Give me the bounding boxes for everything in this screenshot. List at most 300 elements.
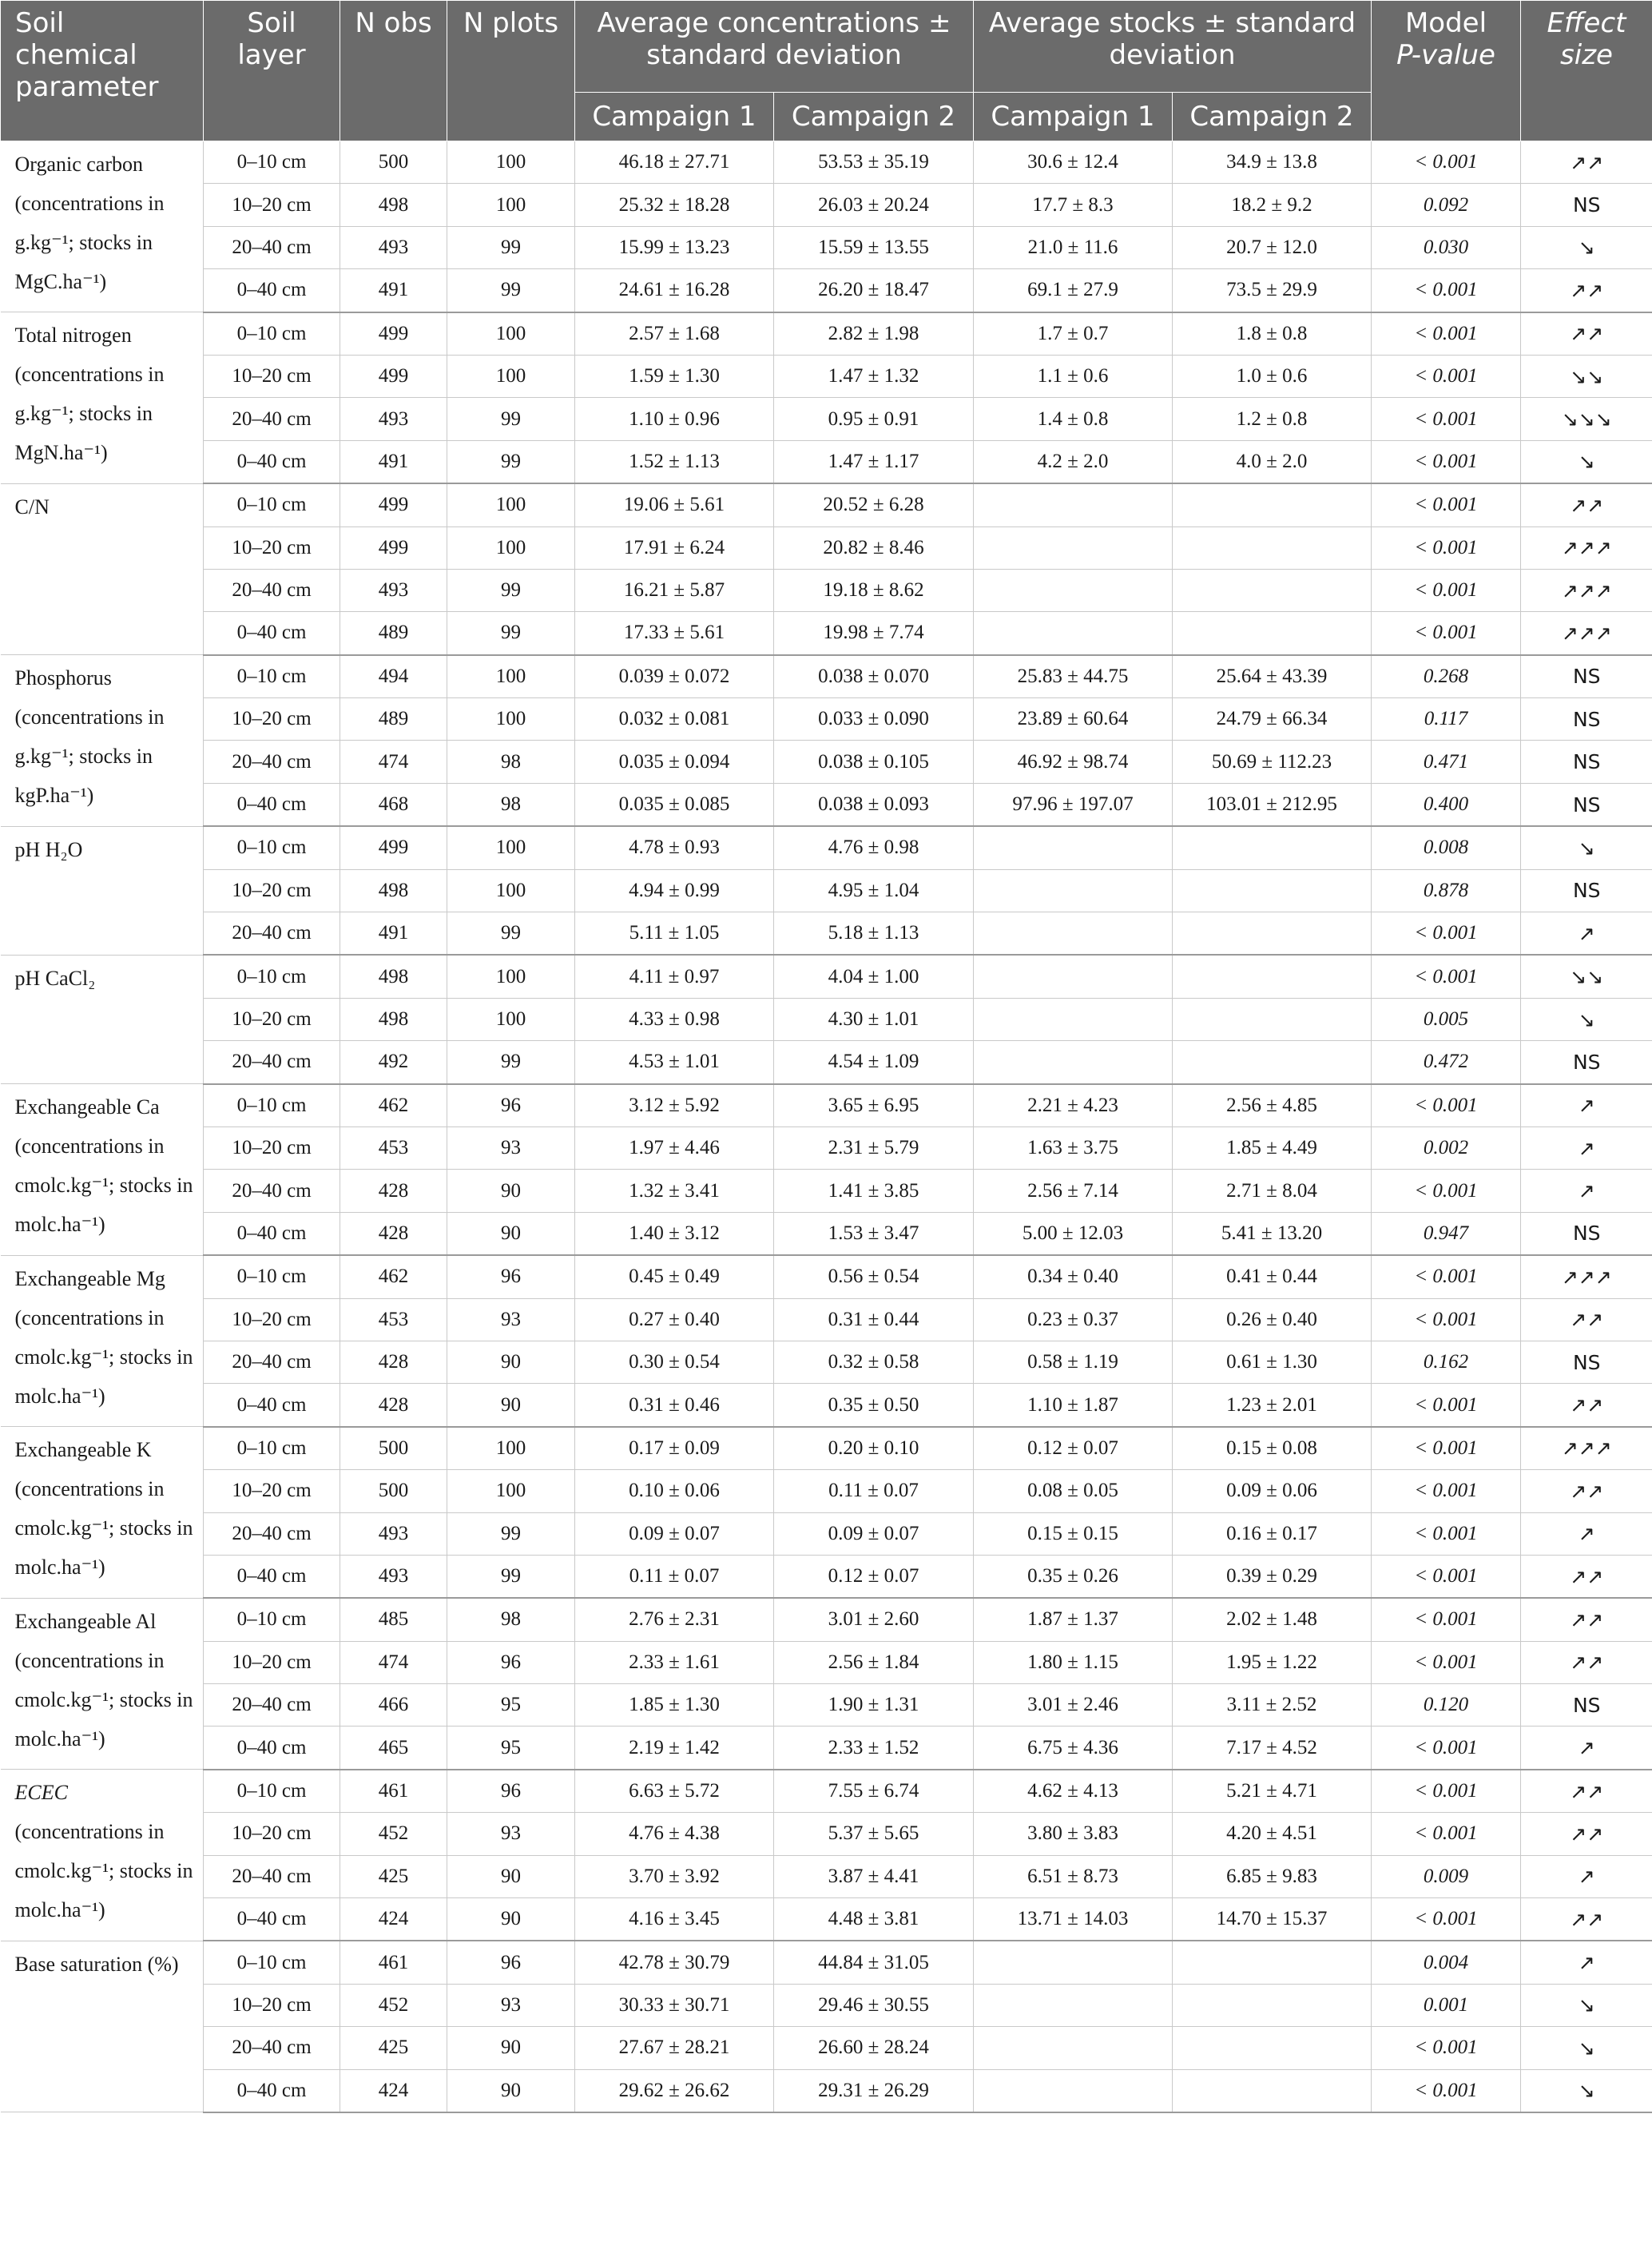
- stock-campaign-2-cell: 5.21 ± 4.71: [1173, 1770, 1372, 1813]
- table-row: [1, 869, 1652, 912]
- n-obs-cell: 452: [340, 1984, 447, 2026]
- p-value-cell: < 0.001: [1372, 569, 1521, 611]
- soil-layer-cell: 0–40 cm: [204, 783, 340, 826]
- effect-size-cell: ↗↗: [1521, 1813, 1652, 1855]
- stock-campaign-2-cell: 2.56 ± 4.85: [1173, 1084, 1372, 1127]
- table-row: [1, 1255, 1652, 1298]
- n-plots-cell: 98: [447, 741, 575, 783]
- concentration-campaign-2-cell: 20.52 ± 6.28: [774, 483, 974, 527]
- p-value-cell: < 0.001: [1372, 1813, 1521, 1855]
- effect-size-cell: ↗: [1521, 912, 1652, 956]
- stock-campaign-1-cell: [974, 612, 1173, 655]
- stock-campaign-1-cell: 1.87 ± 1.37: [974, 1598, 1173, 1641]
- table-row: [1, 1470, 1652, 1512]
- effect-size-cell: ↗↗: [1521, 1555, 1652, 1598]
- stock-campaign-1-cell: [974, 483, 1173, 527]
- stock-campaign-1-cell: [974, 1941, 1173, 1984]
- table-row: [1, 2069, 1652, 2112]
- stock-campaign-1-cell: 6.51 ± 8.73: [974, 1855, 1173, 1897]
- parameter-name: Exchangeable Mg (concentrations in cmolc.kg⁻¹; stocks in molc.ha⁻¹): [14, 1266, 193, 1408]
- table-row: [1, 955, 1652, 998]
- p-value-cell: < 0.001: [1372, 1084, 1521, 1127]
- table-row: [1, 998, 1652, 1040]
- n-plots-cell: 96: [447, 1641, 575, 1683]
- n-plots-cell: 93: [447, 1813, 575, 1855]
- n-obs-cell: 499: [340, 826, 447, 869]
- effect-size-cell: ↗↗↗: [1521, 1255, 1652, 1298]
- n-plots-cell: 90: [447, 1170, 575, 1212]
- stock-campaign-2-cell: 24.79 ± 66.34: [1173, 698, 1372, 741]
- concentration-campaign-2-cell: 29.46 ± 30.55: [774, 1984, 974, 2026]
- parameter-name-italic: ECEC: [14, 1781, 68, 1805]
- soil-parameter-cell: [1, 1084, 204, 1256]
- stock-campaign-1-cell: [974, 2069, 1173, 2112]
- p-value-cell: 0.004: [1372, 1941, 1521, 1984]
- concentration-campaign-2-cell: 0.09 ± 0.07: [774, 1512, 974, 1555]
- soil-layer-cell: 10–20 cm: [204, 1984, 340, 2026]
- stock-campaign-1-cell: [974, 955, 1173, 998]
- n-plots-cell: 99: [447, 1512, 575, 1555]
- stock-campaign-1-cell: 1.10 ± 1.87: [974, 1384, 1173, 1427]
- p-value-cell: 0.878: [1372, 869, 1521, 912]
- n-obs-cell: 461: [340, 1941, 447, 1984]
- header-stock-campaign-2: Campaign 2: [1173, 93, 1372, 141]
- concentration-campaign-2-cell: 1.47 ± 1.17: [774, 440, 974, 483]
- n-obs-cell: 428: [340, 1384, 447, 1427]
- header-stock-campaign-1: Campaign 1: [974, 93, 1173, 141]
- soil-layer-cell: 20–40 cm: [204, 741, 340, 783]
- stock-campaign-1-cell: 3.80 ± 3.83: [974, 1813, 1173, 1855]
- n-obs-cell: 474: [340, 1641, 447, 1683]
- stock-campaign-1-cell: 0.23 ± 0.37: [974, 1298, 1173, 1341]
- parameter-name: Total nitrogen (concentrations in g.kg⁻¹; stocks in MgN.ha⁻¹): [14, 324, 165, 465]
- soil-layer-cell: 0–40 cm: [204, 1212, 340, 1255]
- n-plots-cell: 100: [447, 141, 575, 184]
- p-value-cell: 0.117: [1372, 698, 1521, 741]
- soil-layer-cell: 0–10 cm: [204, 1084, 340, 1127]
- concentration-campaign-2-cell: 1.41 ± 3.85: [774, 1170, 974, 1212]
- concentration-campaign-1-cell: 1.97 ± 4.46: [575, 1127, 774, 1169]
- concentration-campaign-1-cell: 4.11 ± 0.97: [575, 955, 774, 998]
- n-plots-cell: 90: [447, 2069, 575, 2112]
- effect-size-cell: ↗↗: [1521, 1641, 1652, 1683]
- p-value-cell: < 0.001: [1372, 141, 1521, 184]
- stock-campaign-2-cell: 1.8 ± 0.8: [1173, 312, 1372, 356]
- n-obs-cell: 499: [340, 527, 447, 569]
- concentration-campaign-2-cell: 1.90 ± 1.31: [774, 1684, 974, 1727]
- n-plots-cell: 99: [447, 612, 575, 655]
- concentration-campaign-2-cell: 0.038 ± 0.093: [774, 783, 974, 826]
- concentration-campaign-1-cell: 0.035 ± 0.085: [575, 783, 774, 826]
- table-row: [1, 1555, 1652, 1598]
- stock-campaign-1-cell: 1.63 ± 3.75: [974, 1127, 1173, 1169]
- effect-size-cell: NS: [1521, 1684, 1652, 1727]
- concentration-campaign-1-cell: 16.21 ± 5.87: [575, 569, 774, 611]
- concentration-campaign-1-cell: 0.09 ± 0.07: [575, 1512, 774, 1555]
- concentration-campaign-2-cell: 2.82 ± 1.98: [774, 312, 974, 356]
- header-soil-layer: Soil layer: [204, 1, 340, 141]
- concentration-campaign-2-cell: 15.59 ± 13.55: [774, 226, 974, 268]
- n-plots-cell: 100: [447, 869, 575, 912]
- stock-campaign-1-cell: 2.21 ± 4.23: [974, 1084, 1173, 1127]
- concentration-campaign-1-cell: 4.94 ± 0.99: [575, 869, 774, 912]
- concentration-campaign-2-cell: 0.56 ± 0.54: [774, 1255, 974, 1298]
- soil-layer-cell: 20–40 cm: [204, 569, 340, 611]
- effect-size-cell: ↘: [1521, 2027, 1652, 2069]
- concentration-campaign-1-cell: 1.32 ± 3.41: [575, 1170, 774, 1212]
- concentration-campaign-1-cell: 1.52 ± 1.13: [575, 440, 774, 483]
- table-row: [1, 312, 1652, 356]
- n-obs-cell: 466: [340, 1684, 447, 1727]
- n-obs-cell: 428: [340, 1170, 447, 1212]
- stock-campaign-2-cell: [1173, 912, 1372, 956]
- n-obs-cell: 465: [340, 1727, 447, 1770]
- stock-campaign-2-cell: 34.9 ± 13.8: [1173, 141, 1372, 184]
- stock-campaign-1-cell: [974, 998, 1173, 1040]
- concentration-campaign-2-cell: 0.12 ± 0.07: [774, 1555, 974, 1598]
- stock-campaign-1-cell: 46.92 ± 98.74: [974, 741, 1173, 783]
- n-obs-cell: 498: [340, 955, 447, 998]
- concentration-campaign-1-cell: 46.18 ± 27.71: [575, 141, 774, 184]
- concentration-campaign-1-cell: 2.57 ± 1.68: [575, 312, 774, 356]
- p-value-cell: < 0.001: [1372, 1512, 1521, 1555]
- soil-layer-cell: 20–40 cm: [204, 1855, 340, 1897]
- stock-campaign-1-cell: 97.96 ± 197.07: [974, 783, 1173, 826]
- table-row: [1, 1212, 1652, 1255]
- n-plots-cell: 95: [447, 1727, 575, 1770]
- soil-layer-cell: 10–20 cm: [204, 998, 340, 1040]
- header-average-concentrations: Average concentrations ± standard deviation: [575, 1, 974, 93]
- concentration-campaign-2-cell: 2.56 ± 1.84: [774, 1641, 974, 1683]
- concentration-campaign-2-cell: 0.038 ± 0.105: [774, 741, 974, 783]
- n-obs-cell: 493: [340, 569, 447, 611]
- effect-size-cell: ↘↘: [1521, 955, 1652, 998]
- stock-campaign-1-cell: 1.7 ± 0.7: [974, 312, 1173, 356]
- soil-layer-cell: 10–20 cm: [204, 527, 340, 569]
- soil-layer-cell: 0–10 cm: [204, 1770, 340, 1813]
- n-plots-cell: 100: [447, 355, 575, 397]
- effect-size-cell: ↘↘↘: [1521, 398, 1652, 440]
- n-plots-cell: 90: [447, 1212, 575, 1255]
- p-value-cell: < 0.001: [1372, 2069, 1521, 2112]
- n-plots-cell: 100: [447, 826, 575, 869]
- concentration-campaign-1-cell: 0.17 ± 0.09: [575, 1427, 774, 1470]
- table-row: [1, 355, 1652, 397]
- n-plots-cell: 100: [447, 998, 575, 1040]
- concentration-campaign-1-cell: 0.035 ± 0.094: [575, 741, 774, 783]
- table-row: [1, 1298, 1652, 1341]
- n-plots-cell: 98: [447, 783, 575, 826]
- table-body: [1, 141, 1652, 2112]
- n-plots-cell: 96: [447, 1255, 575, 1298]
- table-header: [1, 1, 1652, 141]
- table-row: [1, 527, 1652, 569]
- concentration-campaign-2-cell: 19.18 ± 8.62: [774, 569, 974, 611]
- effect-size-cell: ↗: [1521, 1727, 1652, 1770]
- concentration-campaign-1-cell: 27.67 ± 28.21: [575, 2027, 774, 2069]
- concentration-campaign-2-cell: 1.53 ± 3.47: [774, 1212, 974, 1255]
- stock-campaign-2-cell: 14.70 ± 15.37: [1173, 1898, 1372, 1941]
- concentration-campaign-1-cell: 5.11 ± 1.05: [575, 912, 774, 956]
- table-row: [1, 1427, 1652, 1470]
- effect-size-cell: NS: [1521, 1212, 1652, 1255]
- soil-layer-cell: 0–40 cm: [204, 1727, 340, 1770]
- n-obs-cell: 493: [340, 1555, 447, 1598]
- p-value-cell: < 0.001: [1372, 1298, 1521, 1341]
- effect-size-cell: NS: [1521, 698, 1652, 741]
- stock-campaign-1-cell: 30.6 ± 12.4: [974, 141, 1173, 184]
- table-row: [1, 1813, 1652, 1855]
- n-plots-cell: 90: [447, 1341, 575, 1383]
- table-row: [1, 1041, 1652, 1084]
- table-row: [1, 826, 1652, 869]
- n-obs-cell: 498: [340, 998, 447, 1040]
- concentration-campaign-1-cell: 6.63 ± 5.72: [575, 1770, 774, 1813]
- n-plots-cell: 90: [447, 1384, 575, 1427]
- stock-campaign-2-cell: [1173, 2027, 1372, 2069]
- stock-campaign-1-cell: [974, 569, 1173, 611]
- concentration-campaign-1-cell: 0.032 ± 0.081: [575, 698, 774, 741]
- soil-layer-cell: 10–20 cm: [204, 184, 340, 226]
- soil-layer-cell: 0–40 cm: [204, 269, 340, 312]
- n-obs-cell: 489: [340, 698, 447, 741]
- p-value-cell: < 0.001: [1372, 1598, 1521, 1641]
- effect-size-cell: NS: [1521, 783, 1652, 826]
- concentration-campaign-1-cell: 4.78 ± 0.93: [575, 826, 774, 869]
- soil-layer-cell: 0–10 cm: [204, 955, 340, 998]
- table-row: [1, 1341, 1652, 1383]
- soil-parameter-cell: [1, 1255, 204, 1427]
- stock-campaign-2-cell: [1173, 1041, 1372, 1084]
- stock-campaign-2-cell: 0.61 ± 1.30: [1173, 1341, 1372, 1383]
- effect-size-cell: ↘: [1521, 226, 1652, 268]
- n-obs-cell: 494: [340, 655, 447, 698]
- header-model-word: Model: [1404, 7, 1487, 39]
- p-value-cell: 0.268: [1372, 655, 1521, 698]
- stock-campaign-1-cell: 0.58 ± 1.19: [974, 1341, 1173, 1383]
- stock-campaign-2-cell: 4.0 ± 2.0: [1173, 440, 1372, 483]
- stock-campaign-2-cell: 18.2 ± 9.2: [1173, 184, 1372, 226]
- soil-layer-cell: 0–40 cm: [204, 1555, 340, 1598]
- n-plots-cell: 90: [447, 2027, 575, 2069]
- header-conc-campaign-2: Campaign 2: [774, 93, 974, 141]
- stock-campaign-2-cell: [1173, 1941, 1372, 1984]
- n-plots-cell: 99: [447, 269, 575, 312]
- soil-layer-cell: 0–10 cm: [204, 1941, 340, 1984]
- table-row: [1, 1384, 1652, 1427]
- soil-layer-cell: 10–20 cm: [204, 1127, 340, 1169]
- stock-campaign-2-cell: 1.95 ± 1.22: [1173, 1641, 1372, 1683]
- soil-parameter-cell: [1, 483, 204, 655]
- stock-campaign-1-cell: 6.75 ± 4.36: [974, 1727, 1173, 1770]
- stock-campaign-1-cell: 4.2 ± 2.0: [974, 440, 1173, 483]
- n-plots-cell: 100: [447, 955, 575, 998]
- concentration-campaign-1-cell: 0.45 ± 0.49: [575, 1255, 774, 1298]
- p-value-cell: < 0.001: [1372, 2027, 1521, 2069]
- n-plots-cell: 93: [447, 1984, 575, 2026]
- n-plots-cell: 93: [447, 1127, 575, 1169]
- effect-size-cell: ↘: [1521, 998, 1652, 1040]
- soil-layer-cell: 20–40 cm: [204, 1341, 340, 1383]
- effect-size-cell: ↗: [1521, 1855, 1652, 1897]
- stock-campaign-2-cell: [1173, 483, 1372, 527]
- soil-layer-cell: 20–40 cm: [204, 1041, 340, 1084]
- effect-size-cell: NS: [1521, 741, 1652, 783]
- effect-size-cell: ↗: [1521, 1084, 1652, 1127]
- n-plots-cell: 90: [447, 1898, 575, 1941]
- soil-parameter-cell: [1, 826, 204, 955]
- n-plots-cell: 93: [447, 1298, 575, 1341]
- stock-campaign-2-cell: 73.5 ± 29.9: [1173, 269, 1372, 312]
- n-obs-cell: 474: [340, 741, 447, 783]
- n-obs-cell: 425: [340, 2027, 447, 2069]
- n-obs-cell: 499: [340, 312, 447, 356]
- p-value-cell: 0.947: [1372, 1212, 1521, 1255]
- table-row: [1, 1727, 1652, 1770]
- concentration-campaign-1-cell: 29.62 ± 26.62: [575, 2069, 774, 2112]
- n-plots-cell: 99: [447, 226, 575, 268]
- stock-campaign-2-cell: 2.71 ± 8.04: [1173, 1170, 1372, 1212]
- table-row: [1, 1084, 1652, 1127]
- n-plots-cell: 96: [447, 1770, 575, 1813]
- soil-layer-cell: 0–10 cm: [204, 1427, 340, 1470]
- soil-layer-cell: 20–40 cm: [204, 398, 340, 440]
- stock-campaign-1-cell: 0.35 ± 0.26: [974, 1555, 1173, 1598]
- soil-layer-cell: 0–10 cm: [204, 1255, 340, 1298]
- n-obs-cell: 492: [340, 1041, 447, 1084]
- stock-campaign-1-cell: 2.56 ± 7.14: [974, 1170, 1173, 1212]
- effect-size-cell: ↗↗: [1521, 269, 1652, 312]
- table-row: [1, 569, 1652, 611]
- p-value-cell: < 0.001: [1372, 527, 1521, 569]
- p-value-cell: < 0.001: [1372, 312, 1521, 356]
- concentration-campaign-2-cell: 0.11 ± 0.07: [774, 1470, 974, 1512]
- n-plots-cell: 100: [447, 184, 575, 226]
- effect-size-cell: NS: [1521, 1041, 1652, 1084]
- stock-campaign-2-cell: 1.2 ± 0.8: [1173, 398, 1372, 440]
- stock-campaign-1-cell: [974, 1984, 1173, 2026]
- p-value-cell: < 0.001: [1372, 1427, 1521, 1470]
- table-row: [1, 1127, 1652, 1169]
- stock-campaign-2-cell: 25.64 ± 43.39: [1173, 655, 1372, 698]
- parameter-name: Exchangeable Al (concentrations in cmolc.kg⁻¹; stocks in molc.ha⁻¹): [14, 1609, 193, 1750]
- n-plots-cell: 99: [447, 440, 575, 483]
- table-row: [1, 184, 1652, 226]
- table-row: [1, 655, 1652, 698]
- n-obs-cell: 491: [340, 912, 447, 956]
- soil-layer-cell: 0–40 cm: [204, 1898, 340, 1941]
- n-obs-cell: 499: [340, 483, 447, 527]
- concentration-campaign-1-cell: 25.32 ± 18.28: [575, 184, 774, 226]
- n-obs-cell: 499: [340, 355, 447, 397]
- soil-layer-cell: 10–20 cm: [204, 869, 340, 912]
- soil-parameter-cell: [1, 655, 204, 827]
- concentration-campaign-2-cell: 3.01 ± 2.60: [774, 1598, 974, 1641]
- concentration-campaign-2-cell: 4.04 ± 1.00: [774, 955, 974, 998]
- n-obs-cell: 425: [340, 1855, 447, 1897]
- concentration-campaign-1-cell: 15.99 ± 13.23: [575, 226, 774, 268]
- n-plots-cell: 100: [447, 1470, 575, 1512]
- effect-size-cell: ↗↗: [1521, 1470, 1652, 1512]
- p-value-cell: < 0.001: [1372, 440, 1521, 483]
- table-row: [1, 1684, 1652, 1727]
- stock-campaign-1-cell: [974, 2027, 1173, 2069]
- effect-size-cell: NS: [1521, 655, 1652, 698]
- concentration-campaign-2-cell: 0.20 ± 0.10: [774, 1427, 974, 1470]
- parameter-name: Exchangeable Ca (concentrations in cmolc.kg⁻¹; stocks in molc.ha⁻¹): [14, 1095, 193, 1237]
- table-row: [1, 226, 1652, 268]
- n-obs-cell: 428: [340, 1341, 447, 1383]
- parameter-name: Base saturation (%): [14, 1952, 179, 1976]
- n-obs-cell: 424: [340, 1898, 447, 1941]
- p-value-cell: < 0.001: [1372, 1170, 1521, 1212]
- table-row: [1, 783, 1652, 826]
- soil-layer-cell: 0–10 cm: [204, 1598, 340, 1641]
- table-row: [1, 1855, 1652, 1897]
- p-value-cell: < 0.001: [1372, 955, 1521, 998]
- concentration-campaign-1-cell: 4.33 ± 0.98: [575, 998, 774, 1040]
- stock-campaign-2-cell: 103.01 ± 212.95: [1173, 783, 1372, 826]
- concentration-campaign-1-cell: 0.27 ± 0.40: [575, 1298, 774, 1341]
- stock-campaign-1-cell: 21.0 ± 11.6: [974, 226, 1173, 268]
- table-row: [1, 141, 1652, 184]
- effect-size-cell: ↗↗: [1521, 1898, 1652, 1941]
- n-plots-cell: 99: [447, 398, 575, 440]
- stock-campaign-1-cell: 25.83 ± 44.75: [974, 655, 1173, 698]
- p-value-cell: < 0.001: [1372, 269, 1521, 312]
- effect-size-cell: ↗↗: [1521, 141, 1652, 184]
- soil-layer-cell: 0–40 cm: [204, 440, 340, 483]
- p-value-cell: < 0.001: [1372, 1255, 1521, 1298]
- stock-campaign-2-cell: 5.41 ± 13.20: [1173, 1212, 1372, 1255]
- header-effect-size: [1521, 1, 1652, 141]
- effect-size-cell: ↗↗↗: [1521, 527, 1652, 569]
- soil-layer-cell: 10–20 cm: [204, 355, 340, 397]
- stock-campaign-1-cell: 17.7 ± 8.3: [974, 184, 1173, 226]
- effect-size-cell: ↘: [1521, 1984, 1652, 2026]
- stock-campaign-1-cell: 23.89 ± 60.64: [974, 698, 1173, 741]
- stock-campaign-2-cell: [1173, 869, 1372, 912]
- n-obs-cell: 498: [340, 869, 447, 912]
- soil-parameter-cell: [1, 141, 204, 312]
- effect-size-cell: ↘↘: [1521, 355, 1652, 397]
- n-obs-cell: 428: [340, 1212, 447, 1255]
- concentration-campaign-2-cell: 29.31 ± 26.29: [774, 2069, 974, 2112]
- n-obs-cell: 491: [340, 440, 447, 483]
- n-plots-cell: 96: [447, 1084, 575, 1127]
- stock-campaign-2-cell: 20.7 ± 12.0: [1173, 226, 1372, 268]
- concentration-campaign-1-cell: 24.61 ± 16.28: [575, 269, 774, 312]
- concentration-campaign-1-cell: 2.19 ± 1.42: [575, 1727, 774, 1770]
- soil-layer-cell: 0–40 cm: [204, 612, 340, 655]
- stock-campaign-1-cell: [974, 912, 1173, 956]
- concentration-campaign-2-cell: 3.65 ± 6.95: [774, 1084, 974, 1127]
- soil-parameter-cell: [1, 1598, 204, 1770]
- soil-layer-cell: 20–40 cm: [204, 1512, 340, 1555]
- concentration-campaign-2-cell: 4.30 ± 1.01: [774, 998, 974, 1040]
- concentration-campaign-2-cell: 0.033 ± 0.090: [774, 698, 974, 741]
- concentration-campaign-2-cell: 44.84 ± 31.05: [774, 1941, 974, 1984]
- n-plots-cell: 98: [447, 1598, 575, 1641]
- concentration-campaign-2-cell: 1.47 ± 1.32: [774, 355, 974, 397]
- table-row: [1, 1641, 1652, 1683]
- effect-size-cell: ↗↗: [1521, 312, 1652, 356]
- concentration-campaign-2-cell: 26.20 ± 18.47: [774, 269, 974, 312]
- stock-campaign-1-cell: 1.1 ± 0.6: [974, 355, 1173, 397]
- n-obs-cell: 462: [340, 1084, 447, 1127]
- n-plots-cell: 99: [447, 1555, 575, 1598]
- stock-campaign-2-cell: 0.41 ± 0.44: [1173, 1255, 1372, 1298]
